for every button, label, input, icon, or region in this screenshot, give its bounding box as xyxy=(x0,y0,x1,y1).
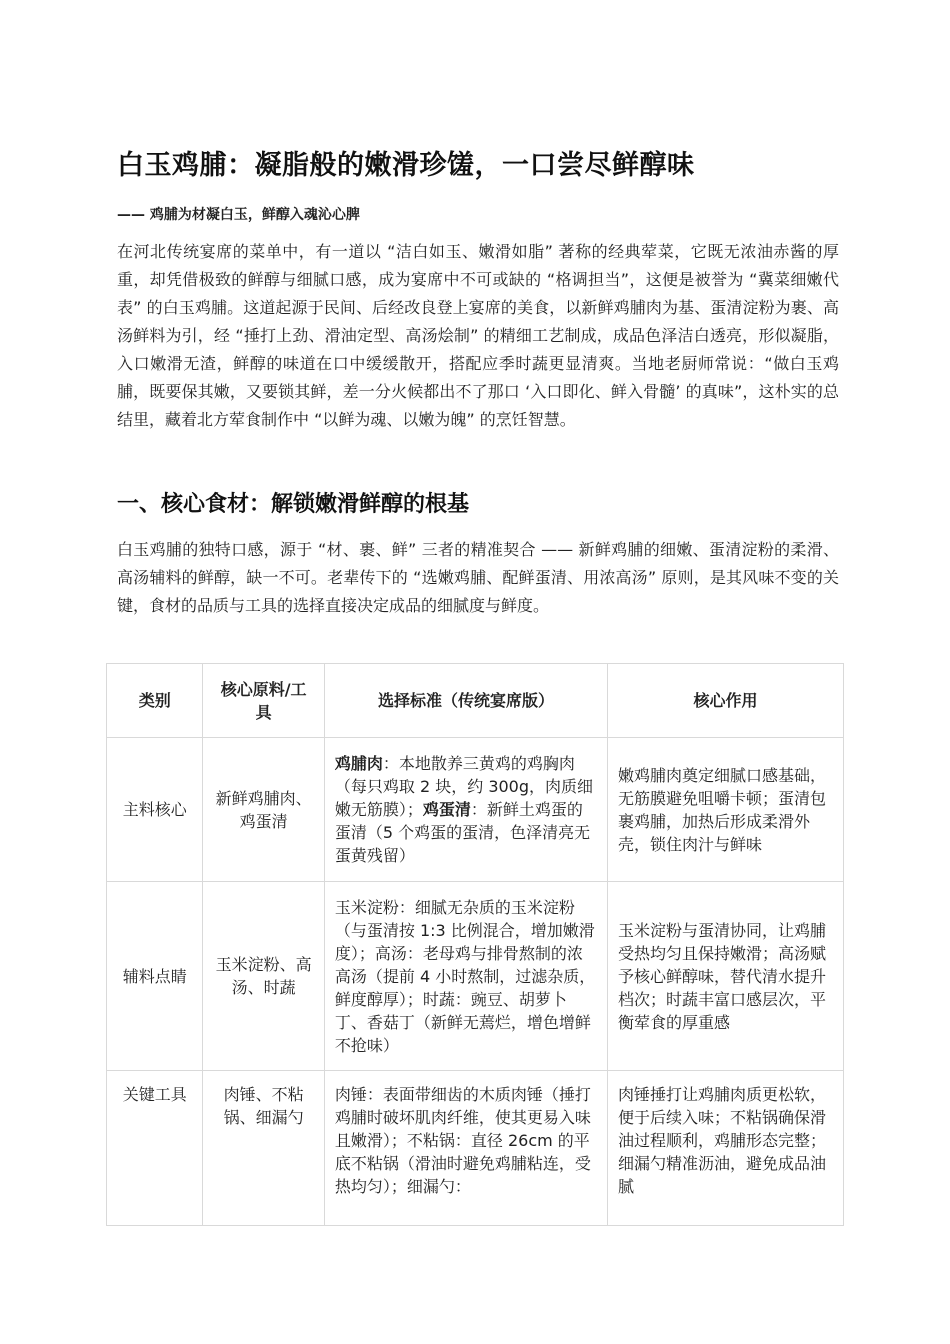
std-text: ：本地散养三黄鸡的鸡胸肉（每只鸡取 2 块，约 300g，肉质细嫩无筋膜）； xyxy=(334,754,594,819)
cell-role: 嫩鸡脯肉奠定细腻口感基础，无筋膜避免咀嚼卡顿；蛋清包裹鸡脯，加热后形成柔滑外壳，锁住肉汁与鲜味 xyxy=(608,738,844,882)
page-subtitle: —— 鸡脯为材凝白玉，鲜醇入魂沁心脾 xyxy=(117,207,360,223)
header-category: 类别 xyxy=(107,664,203,738)
cell-standard xyxy=(324,738,607,882)
cell-role: 肉锤捶打让鸡脯肉质更松软，便于后续入味；不粘锅确保滑油过程顺利，鸡脯形态完整；细漏勺精准沥油，避免成品油腻 xyxy=(608,1071,844,1226)
header-standard: 选择标准（传统宴席版） xyxy=(324,664,607,738)
section-heading: 一、核心食材：解锁嫩滑鲜醇的根基 xyxy=(117,492,470,517)
header-items: 核心原料/工具 xyxy=(203,664,324,738)
cell-category: 辅料点睛 xyxy=(107,882,203,1071)
section-paragraph: 白玉鸡脯的独特口感，源于 “材、裹、鲜” 三者的精准契合 —— 新鲜鸡脯的细嫩、蛋清淀粉的柔滑、高汤辅料的鲜醇，缺一不可。老辈传下的 “选嫩鸡脯、配鲜蛋清、用浓高汤” 原则，是其风味不变的关键，食材的品质与工具的选择直接决定成品的细腻度与鲜度。 xyxy=(117,540,839,615)
page-title: 白玉鸡脯：凝脂般的嫩滑珍馐，一口尝尽鲜醇味 xyxy=(117,150,695,181)
header-role: 核心作用 xyxy=(608,664,844,738)
cell-standard: 玉米淀粉：细腻无杂质的玉米淀粉（与蛋清按 1:3 比例混合，增加嫩滑度）；高汤：老母鸡与排骨熬制的浓高汤（提前 4 小时熬制，过滤杂质，鲜度醇厚）；时蔬：豌豆、胡萝卜丁、香菇丁（新鲜无蔫烂，增色增鲜不抢味） xyxy=(324,882,607,1071)
cell-items: 玉米淀粉、高汤、时蔬 xyxy=(203,882,324,1071)
table-row xyxy=(107,1071,844,1226)
table-header-row xyxy=(107,664,844,738)
cell-role: 玉米淀粉与蛋清协同，让鸡脯受热均匀且保持嫩滑；高汤赋予核心鲜醇味，替代清水提升档次；时蔬丰富口感层次，平衡荤食的厚重感 xyxy=(608,882,844,1071)
std-term: 鸡蛋清 xyxy=(422,800,471,819)
cell-items: 新鲜鸡脯肉、鸡蛋清 xyxy=(203,738,324,882)
std-text: ：新鲜土鸡蛋的蛋清（5 个鸡蛋的蛋清，色泽清亮无蛋黄残留） xyxy=(334,800,591,865)
table-row xyxy=(107,738,844,882)
cell-items: 肉锤、不粘锅、细漏勺 xyxy=(203,1071,324,1226)
std-term: 鸡脯肉 xyxy=(334,754,383,773)
ingredients-table xyxy=(106,663,844,1226)
cell-category: 关键工具 xyxy=(107,1071,203,1226)
cell-category: 主料核心 xyxy=(107,738,203,882)
intro-paragraph: 在河北传统宴席的菜单中，有一道以 “洁白如玉、嫩滑如脂” 著称的经典荤菜，它既无浓油赤酱的厚重，却凭借极致的鲜醇与细腻口感，成为宴席中不可或缺的 “格调担当”，这便是被誉为 “冀菜细嫩代表” 的白玉鸡脯。这道起源于民间、后经改良登上宴席的美食，以新鲜鸡脯肉为基、蛋清淀粉为裹、高汤鲜料为引，经 “捶打上劲、滑油定型、高汤烩制” 的精细工艺制成，成品色泽洁白透亮，形似凝脂，入口嫩滑无渣，鲜醇的味道在口中缓缓散开，搭配应季时蔬更显清爽。当地老厨师常说：“做白玉鸡脯，既要保其嫩，又要锁其鲜，差一分火候都出不了那口 ‘入口即化、鲜入骨髓’ 的真味”，这朴实的总结里，藏着北方荤食制作中 “以鲜为魂、以嫩为魄” 的烹饪智慧。 xyxy=(117,242,839,429)
table-row xyxy=(107,882,844,1071)
cell-standard: 肉锤：表面带细齿的木质肉锤（捶打鸡脯时破坏肌肉纤维，使其更易入味且嫩滑）；不粘锅：直径 26cm 的平底不粘锅（滑油时避免鸡脯粘连，受热均匀）；细漏勺： xyxy=(324,1071,607,1226)
